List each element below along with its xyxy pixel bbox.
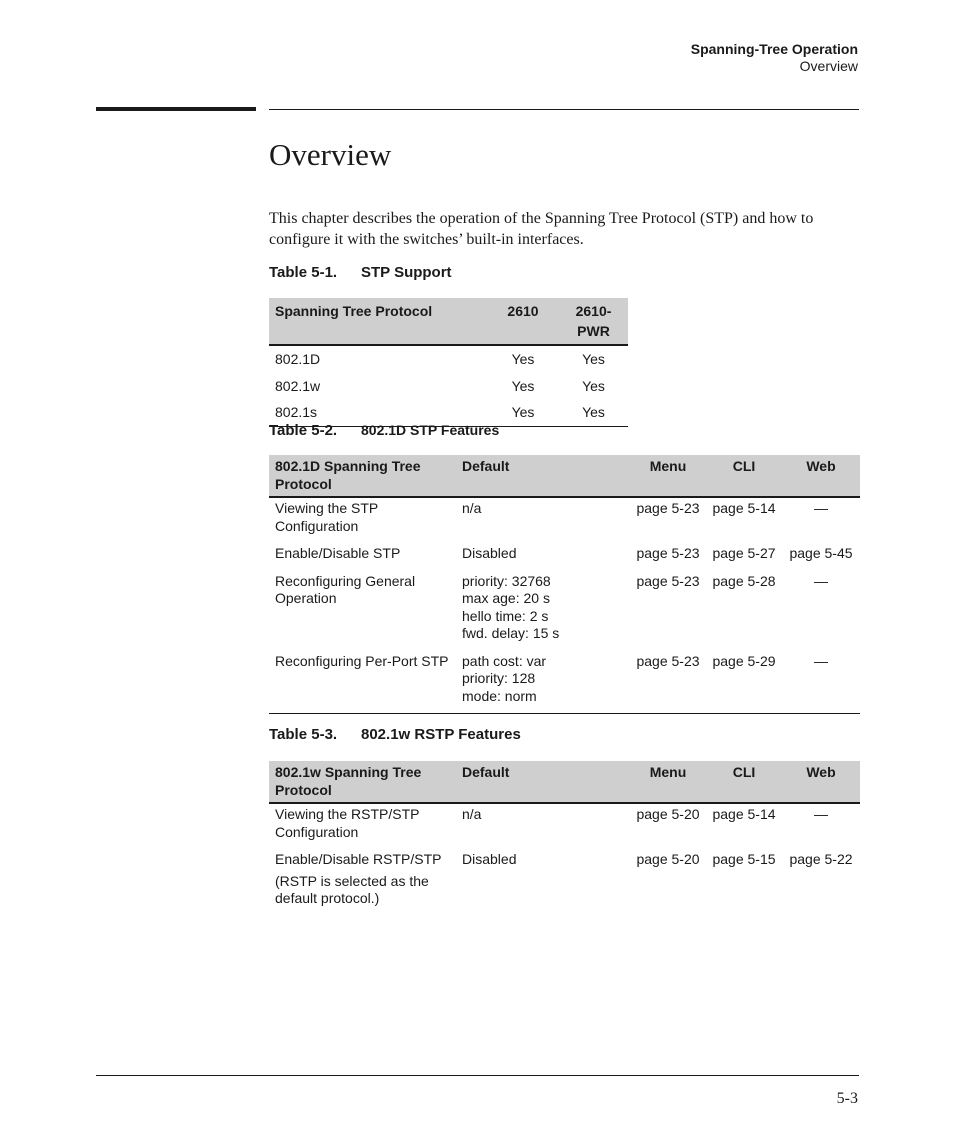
default-cell: n/a — [462, 806, 482, 822]
table-cell: Yes — [511, 404, 535, 420]
column-header: 2610 — [487, 298, 559, 345]
column-header: Menu — [630, 455, 706, 497]
default-cell — [456, 543, 630, 571]
table3-caption — [269, 726, 521, 744]
stp-support-table — [269, 298, 628, 427]
page-title: Overview — [269, 137, 392, 172]
table-row — [269, 651, 860, 714]
cli-page-link: page 5-29 — [712, 652, 776, 669]
column-header: 2610-PWR — [559, 298, 628, 345]
page-number: 5-3 — [836, 1090, 858, 1107]
table2-caption — [269, 421, 499, 440]
column-header: Default — [456, 761, 630, 803]
table1-caption-number: Table 5-1. — [269, 264, 338, 281]
column-header: Default — [456, 455, 630, 497]
footer-rule — [96, 1075, 859, 1076]
default-line: priority: 32768 — [462, 572, 551, 589]
default-line: mode: norm — [462, 687, 537, 704]
menu-page-link: page 5-23 — [636, 652, 700, 669]
default-cell — [456, 571, 630, 651]
web-page-link: — — [814, 806, 828, 822]
web-page-link: — — [814, 500, 828, 516]
feature-cell: Reconfiguring General Operation — [275, 572, 416, 606]
cli-page-link: page 5-28 — [712, 572, 776, 589]
default-line: priority: 128 — [462, 670, 536, 686]
menu-page-link: page 5-23 — [636, 572, 700, 589]
table1-caption — [269, 264, 452, 282]
web-page-link: — — [814, 652, 828, 669]
column-header: CLI — [706, 761, 782, 803]
rstp-features-table — [269, 761, 860, 916]
table-header-row — [269, 298, 628, 345]
table-row — [269, 497, 860, 543]
table-cell: Yes — [582, 404, 605, 420]
default-line: Disabled — [462, 545, 517, 561]
table1-caption-title: STP Support — [361, 264, 452, 281]
table2-caption-number: Table 5-2. — [269, 422, 338, 439]
default-line: max age: 20 s — [462, 590, 550, 606]
menu-page-link: page 5-23 — [636, 545, 700, 561]
table-cell: 802.1D — [275, 351, 321, 367]
table-cell: Yes — [511, 377, 535, 394]
table-row — [269, 373, 628, 400]
section-rule-thin — [269, 109, 859, 110]
menu-page-link: page 5-23 — [636, 500, 700, 516]
column-header: Menu — [630, 761, 706, 803]
running-header-section: Overview — [799, 58, 858, 74]
table3-caption-number: Table 5-3. — [269, 726, 338, 743]
feature-cell: Enable/Disable STP — [275, 545, 401, 561]
feature-name: Enable/Disable RSTP/STP — [275, 851, 442, 867]
default-line: path cost: var — [462, 652, 547, 669]
default-line: hello time: 2 s — [462, 607, 549, 624]
menu-page-link: page 5-20 — [636, 851, 700, 867]
column-header: Web — [782, 761, 860, 803]
table-row — [269, 803, 860, 849]
running-header — [691, 41, 858, 75]
web-page-link: page 5-45 — [789, 545, 853, 561]
default-cell: Disabled — [462, 851, 517, 867]
table-header-row — [269, 761, 860, 803]
cli-page-link: page 5-15 — [712, 851, 776, 867]
feature-note: (RSTP is selected as the default protocol.) — [275, 872, 429, 906]
cli-page-link: page 5-14 — [712, 806, 776, 822]
default-line: fwd. delay: 15 s — [462, 625, 560, 641]
column-header: Spanning Tree Protocol — [269, 298, 487, 345]
table-row — [269, 543, 860, 571]
intro-paragraph: This chapter describes the operation of the Spanning Tree Protocol (STP) and how to configure it with the switches’ built-in interfaces. — [269, 210, 814, 248]
table-cell: 802.1w — [275, 377, 321, 394]
menu-page-link: page 5-20 — [636, 806, 700, 822]
column-header: 802.1D Spanning Tree Protocol — [269, 455, 456, 497]
table-cell: Yes — [582, 377, 605, 394]
table-row — [269, 345, 628, 373]
stp-features-table — [269, 455, 860, 714]
feature-cell: Viewing the RSTP/STP Configuration — [275, 806, 420, 840]
table-cell: 802.1s — [275, 404, 318, 420]
table-row — [269, 571, 860, 651]
column-header: CLI — [706, 455, 782, 497]
table-header-row — [269, 455, 860, 497]
default-line: n/a — [462, 500, 482, 516]
web-page-link: — — [814, 572, 828, 589]
default-cell — [456, 651, 630, 714]
feature-cell: Viewing the STP Configuration — [275, 500, 378, 534]
web-page-link: page 5-22 — [789, 851, 853, 867]
table3-caption-title: 802.1w RSTP Features — [361, 726, 521, 743]
cli-page-link: page 5-27 — [712, 545, 776, 561]
feature-cell: Reconfiguring Per-Port STP — [275, 652, 449, 669]
default-cell — [456, 497, 630, 543]
column-header: Web — [782, 455, 860, 497]
table2-caption-title: 802.1D STP Features — [361, 422, 500, 438]
table-cell: Yes — [511, 351, 535, 367]
section-rule-thick — [96, 107, 256, 111]
feature-cell — [269, 849, 456, 916]
column-header: 802.1w Spanning Tree Protocol — [269, 761, 456, 803]
running-header-chapter: Spanning-Tree Operation — [690, 41, 858, 57]
table-cell: Yes — [582, 351, 605, 367]
table-row — [269, 849, 860, 916]
cli-page-link: page 5-14 — [712, 500, 776, 516]
